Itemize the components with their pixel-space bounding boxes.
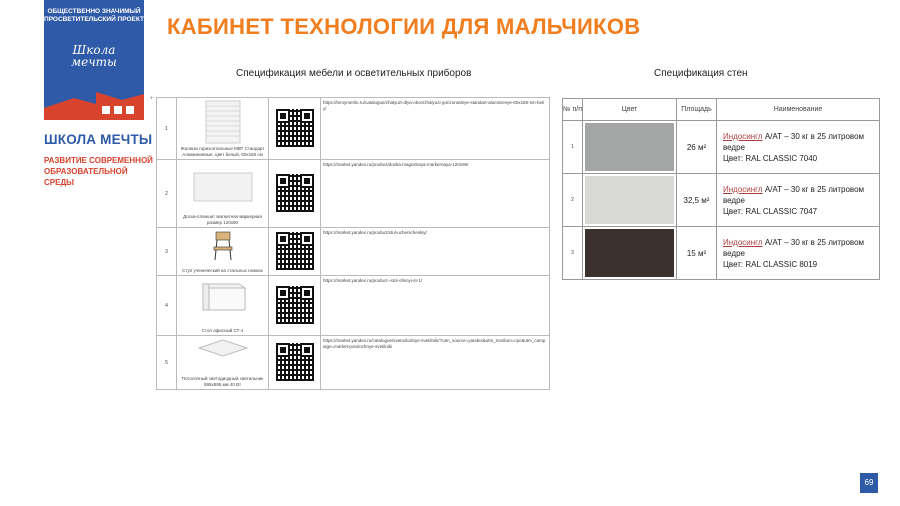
- table-row: [563, 121, 880, 174]
- row-number: 1: [157, 98, 177, 160]
- product-caption: Доска-планшет магнитная маркерная размер 120x90: [183, 214, 262, 225]
- header-name: Наименование: [717, 99, 880, 121]
- furniture-spec-table: [156, 97, 550, 390]
- desk-icon: [199, 278, 247, 312]
- product-link[interactable]: https://market.yandex.ru/product/doska-magnitnaya-markernaya-120x90/: [321, 160, 550, 228]
- product-cell: [177, 160, 269, 228]
- qr-cell: [269, 160, 321, 228]
- table-header-row: [563, 99, 880, 121]
- project-logo: [44, 0, 144, 120]
- area-value: 32,5 м²: [677, 174, 717, 227]
- header-color: Цвет: [583, 99, 677, 121]
- whiteboard-icon: [193, 172, 253, 202]
- area-value: 26 м²: [677, 121, 717, 174]
- product-cell: [177, 228, 269, 276]
- row-number: 2: [563, 174, 583, 227]
- table-row: [157, 228, 550, 276]
- row-number: 1: [563, 121, 583, 174]
- qr-code-icon[interactable]: [276, 109, 314, 147]
- logo-title: ШКОЛА МЕЧТЫ: [44, 132, 153, 147]
- paint-brand-link[interactable]: Индосингл: [723, 184, 763, 194]
- paint-product: А/АТ – 30 кг в 25 литровом ведре: [723, 131, 865, 152]
- product-link[interactable]: https://market.yandex.ru/product--stol-ofisnyi-st-1/: [321, 276, 550, 336]
- paint-product: А/АТ – 30 кг в 25 литровом ведре: [723, 237, 865, 258]
- logo-subtitle: РАЗВИТИЕ СОВРЕМЕННОЙ ОБРАЗОВАТЕЛЬНОЙ СРЕДЫ: [44, 156, 153, 187]
- qr-code-icon[interactable]: [276, 232, 314, 270]
- table-row: [157, 98, 550, 160]
- color-swatch: [585, 123, 674, 171]
- color-cell: [583, 227, 677, 280]
- product-link[interactable]: https://market.yandex.ru/catalogue/svetodiodnye-svetilniki/?utm_source=yandex&utm_medium=cpc&utm_campaign=market-potolochnye-svetilniki: [321, 336, 550, 390]
- row-number: 3: [157, 228, 177, 276]
- qr-cell: [269, 336, 321, 390]
- paint-color-code: Цвет: RAL CLASSIC 7047: [723, 206, 818, 216]
- table-marker: +: [150, 96, 154, 102]
- product-cell: [177, 276, 269, 336]
- logo-script-text: Школа мечты: [71, 43, 117, 69]
- product-caption: Стул ученический на стальных ножках: [182, 267, 263, 273]
- product-link[interactable]: https://leroymerlin.ru/catalogue/zhalyuzi-dlya-okon/zhalyuzi-gorizontalnye-standart-aluminievye-60x160-sm-beliy/: [321, 98, 550, 160]
- paint-color-code: Цвет: RAL CLASSIC 7040: [723, 153, 818, 163]
- product-caption: Потолочный светодиодный светильник 595x595 мм 40 Вт: [181, 376, 264, 387]
- table-row: [157, 276, 550, 336]
- color-cell: [583, 174, 677, 227]
- chair-icon: [211, 230, 235, 262]
- table-row: [157, 336, 550, 390]
- paint-product: А/АТ – 30 кг в 25 литровом ведре: [723, 184, 865, 205]
- product-link[interactable]: https://market.yandex.ru/product/stul-uchenicheskiy/: [321, 228, 550, 276]
- qr-cell: [269, 228, 321, 276]
- paint-name: [717, 174, 880, 227]
- product-caption: Стол офисный СТ-1: [201, 327, 244, 333]
- blinds-icon: [205, 100, 241, 144]
- color-swatch: [585, 176, 674, 224]
- paint-name: [717, 227, 880, 280]
- wall-spec-table: [562, 98, 880, 280]
- logo-top-text: ОБЩЕСТВЕННО ЗНАЧИМЫЙ ПРОСВЕТИТЕЛЬСКИЙ ПРОЕКТ: [44, 8, 144, 23]
- table-row: [157, 160, 550, 228]
- page-number: 69: [860, 473, 878, 493]
- row-number: 2: [157, 160, 177, 228]
- table-row: [563, 174, 880, 227]
- header-area: Площадь: [677, 99, 717, 121]
- qr-cell: [269, 98, 321, 160]
- table-row: [563, 227, 880, 280]
- paint-brand-link[interactable]: Индосингл: [723, 237, 763, 247]
- ceiling-light-icon: [195, 338, 251, 358]
- qr-cell: [269, 276, 321, 336]
- qr-code-icon[interactable]: [276, 174, 314, 212]
- wall-spec-heading: Спецификация стен: [654, 68, 748, 79]
- color-cell: [583, 121, 677, 174]
- product-caption: Жалюзи горизонтальные МВТ Стандарт Алюминиевые, цвет белый, 60х160 см: [180, 146, 265, 157]
- color-swatch: [585, 229, 674, 277]
- paint-name: [717, 121, 880, 174]
- qr-code-icon[interactable]: [276, 343, 314, 381]
- row-number: 4: [157, 276, 177, 336]
- furniture-spec-heading: Спецификация мебели и осветительных приборов: [236, 68, 472, 79]
- product-cell: [177, 336, 269, 390]
- paint-color-code: Цвет: RAL CLASSIC 8019: [723, 259, 818, 269]
- product-cell: [177, 98, 269, 160]
- paint-brand-link[interactable]: Индосингл: [723, 131, 763, 141]
- page-title: КАБИНЕТ ТЕХНОЛОГИИ ДЛЯ МАЛЬЧИКОВ: [167, 14, 641, 39]
- header-num: № п/п: [563, 99, 583, 121]
- row-number: 5: [157, 336, 177, 390]
- qr-code-icon[interactable]: [276, 286, 314, 324]
- house-icon: [44, 86, 144, 120]
- row-number: 3: [563, 227, 583, 280]
- area-value: 15 м²: [677, 227, 717, 280]
